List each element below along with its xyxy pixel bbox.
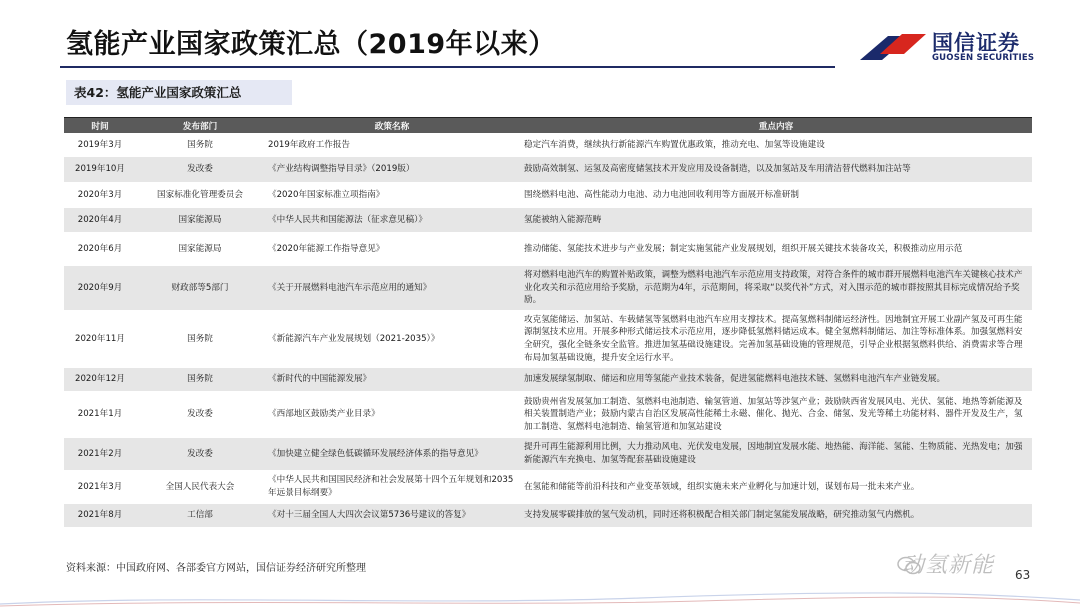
cell-department: 国务院 — [136, 311, 264, 368]
cell-policy-name: 《产业结构调整指导目录》（2019版） — [264, 157, 520, 183]
cell-policy-name: 《西部地区鼓励类产业目录》 — [264, 392, 520, 438]
cell-time: 2021年1月 — [64, 392, 136, 438]
cell-policy-name: 《新能源汽车产业发展规划（2021-2035）》 — [264, 311, 520, 368]
cell-department: 国家能源局 — [136, 208, 264, 233]
cell-department: 发改委 — [136, 438, 264, 471]
logo-name-en: GUOSEN SECURITIES — [932, 53, 1035, 63]
column-header-key-content: 重点内容 — [520, 118, 1032, 134]
cell-policy-name: 《对十三届全国人大四次会议第5736号建议的答复》 — [264, 504, 520, 528]
cell-key-content: 支持发展零碳排放的氢气发动机，同时还将积极配合相关部门制定氢能发展战略，研究推动氢气内燃机。 — [520, 504, 1032, 528]
cell-policy-name: 《2020年国家标准立项指南》 — [264, 183, 520, 208]
table-row — [64, 208, 1032, 233]
cell-department: 发改委 — [136, 157, 264, 183]
table-row — [64, 266, 1032, 311]
cell-department: 国务院 — [136, 368, 264, 392]
watermark-text: 动氢新能 — [902, 553, 995, 578]
cell-time: 2020年11月 — [64, 311, 136, 368]
table-row — [64, 392, 1032, 438]
table-row — [64, 233, 1032, 266]
logo-name-cn: 国信证券 — [932, 31, 1020, 55]
column-header-time: 时间 — [64, 118, 136, 134]
cell-key-content: 稳定汽车消费，继续执行新能源汽车购置优惠政策，推动充电、加氢等设施建设 — [520, 134, 1032, 157]
cell-policy-name: 2019年政府工作报告 — [264, 134, 520, 157]
cell-key-content: 鼓励高效制氢、运氢及高密度储氢技术开发应用及设备制造，以及加氢站及车用清洁替代燃料加注站等 — [520, 157, 1032, 183]
policy-table — [64, 118, 1032, 528]
page-number: 63 — [1015, 568, 1031, 582]
cell-time: 2020年9月 — [64, 266, 136, 311]
table-row — [64, 311, 1032, 368]
cell-key-content: 在氢能和储能等前沿科技和产业变革领域，组织实施未来产业孵化与加速计划，谋划布局一批未来产业。 — [520, 471, 1032, 504]
cell-time: 2021年3月 — [64, 471, 136, 504]
cell-key-content: 将对燃料电池汽车的购置补贴政策，调整为燃料电池汽车示范应用支持政策，对符合条件的城市群开展燃料电池汽车关键核心技术产业化攻关和示范应用给予奖励，示范期为4年，示范期间，将采取“以奖代补”方式，对入围示范的城市群按照其目标完成情况给予奖励。 — [520, 266, 1032, 311]
cell-department: 国家能源局 — [136, 233, 264, 266]
page-title: 氢能产业国家政策汇总（2019年以来） — [66, 29, 556, 60]
cell-time: 2020年3月 — [64, 183, 136, 208]
cell-key-content: 加速发展绿氢制取、储运和应用等氢能产业技术装备，促进氢能燃料电池技术链、氢燃料电池汽车产业链发展。 — [520, 368, 1032, 392]
table-row — [64, 504, 1032, 528]
table-caption: 表42：氢能产业国家政策汇总 — [66, 80, 292, 105]
cell-policy-name: 《中华人民共和国国民经济和社会发展第十四个五年规划和2035年远景目标纲要》 — [264, 471, 520, 504]
table-row — [64, 157, 1032, 183]
cell-policy-name: 《关于开展燃料电池汽车示范应用的通知》 — [264, 266, 520, 311]
cell-policy-name: 《新时代的中国能源发展》 — [264, 368, 520, 392]
cell-time: 2021年2月 — [64, 438, 136, 471]
cell-key-content: 围绕燃料电池、高性能动力电池、动力电池回收利用等方面展开标准研制 — [520, 183, 1032, 208]
footer-wave-decoration — [0, 590, 1080, 607]
cell-department: 国务院 — [136, 134, 264, 157]
cell-key-content: 氢能被纳入能源范畴 — [520, 208, 1032, 233]
table-row — [64, 471, 1032, 504]
cell-department: 国家标准化管理委员会 — [136, 183, 264, 208]
cell-policy-name: 《中华人民共和国能源法（征求意见稿）》 — [264, 208, 520, 233]
title-divider — [60, 66, 835, 68]
cell-department: 发改委 — [136, 392, 264, 438]
cell-time: 2021年8月 — [64, 504, 136, 528]
cell-key-content: 鼓励贵州省发展氢加工制造、氢燃料电池制造、输氢管道、加氢站等涉氢产业；鼓励陕西省发展风电、光伏、氢能、地热等新能源及相关装置制造产业；鼓励内蒙古自治区发展高性能稀土永磁、催化、抛光、合金、储氢、发光等稀土功能材料、器件开发及生产，氢加工制造、氢燃料电池制造、输氢管道和加氢站建设 — [520, 392, 1032, 438]
table-row — [64, 438, 1032, 471]
table-header-row — [64, 118, 1032, 134]
cell-time: 2020年12月 — [64, 368, 136, 392]
source-note: 资料来源：中国政府网、各部委官方网站，国信证券经济研究所整理 — [66, 563, 366, 574]
cell-key-content: 攻克氢能储运、加氢站、车载储氢等氢燃料电池汽车应用支撑技术。提高氢燃料制储运经济性。因地制宜开展工业副产氢及可再生能源制氢技术应用。开展多种形式储运技术示范应用，逐步降低氢燃料储运成本。健全氢燃料制储运、加注等标准体系。加强氢燃料安全研究，强化全链条安全监管。推进加氢基础设施建设。完善加氢基础设施的管理规范，引导企业根据氢燃料供给、消费需求等合理布局加氢基础设施，提升安全运行水平。 — [520, 311, 1032, 368]
cell-key-content: 推动储能、氢能技术进步与产业发展；制定实施氢能产业发展规划，组织开展关键技术装备攻关，积极推动应用示范 — [520, 233, 1032, 266]
cell-department: 全国人民代表大会 — [136, 471, 264, 504]
cell-time: 2019年3月 — [64, 134, 136, 157]
column-header-department: 发布部门 — [136, 118, 264, 134]
cell-policy-name: 《2020年能源工作指导意见》 — [264, 233, 520, 266]
cell-time: 2020年4月 — [64, 208, 136, 233]
cell-policy-name: 《加快建立健全绿色低碳循环发展经济体系的指导意见》 — [264, 438, 520, 471]
table-row — [64, 368, 1032, 392]
cell-department: 财政部等5部门 — [136, 266, 264, 311]
cell-time: 2020年6月 — [64, 233, 136, 266]
cell-department: 工信部 — [136, 504, 264, 528]
cell-time: 2019年10月 — [64, 157, 136, 183]
table-row — [64, 183, 1032, 208]
cell-key-content: 提升可再生能源利用比例，大力推动风电、光伏发电发展，因地制宜发展水能、地热能、海洋能、氢能、生物质能、光热发电；加强新能源汽车充换电、加氢等配套基础设施建设 — [520, 438, 1032, 471]
table-row — [64, 134, 1032, 157]
column-header-policy-name: 政策名称 — [264, 118, 520, 134]
